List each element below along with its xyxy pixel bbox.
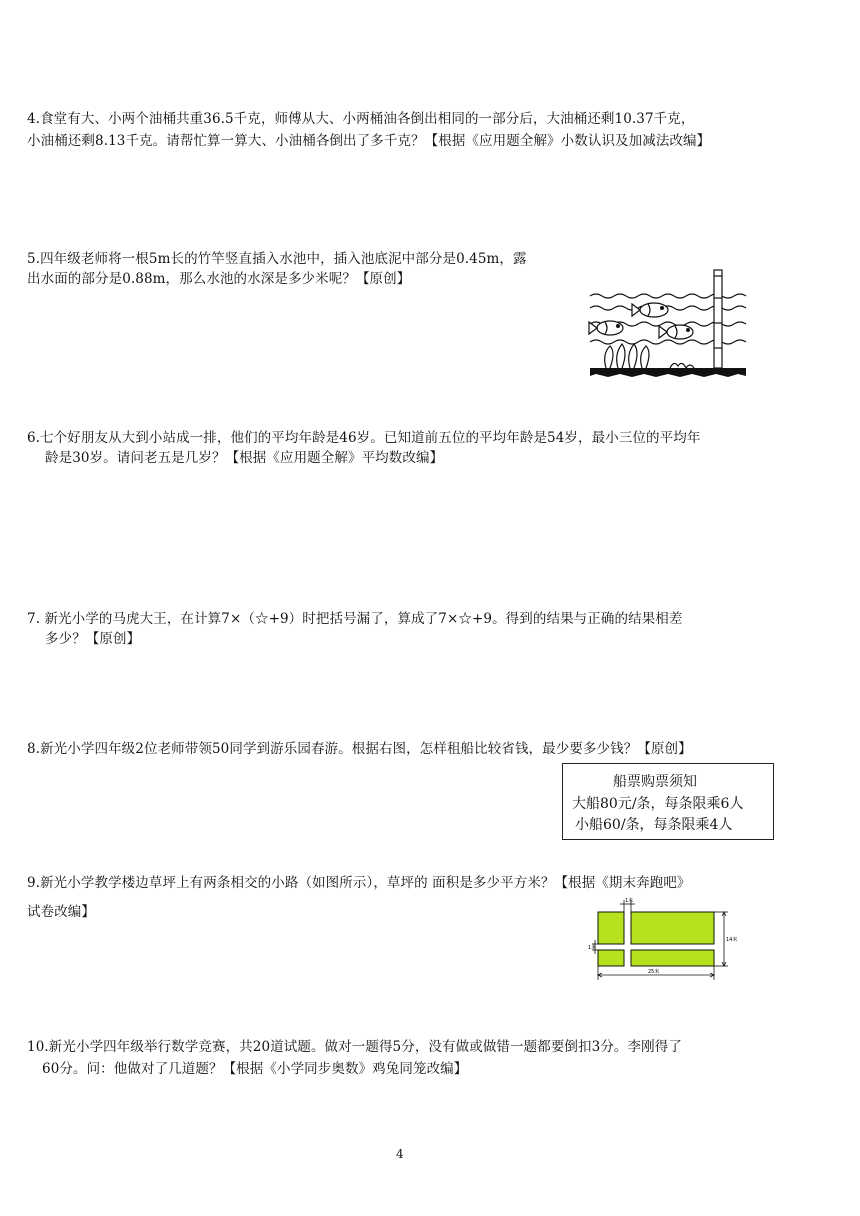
fish [632,303,668,317]
q6-line2: 龄是30岁。请问老五是几岁？【根据《应用题全解》平均数改编】 [45,450,444,466]
lawn-piece [631,950,714,966]
q9-line1: 9.新光小学教学楼边草坪上有两条相交的小路（如图所示），草坪的 面积是多少平方米？【根据《期末奔跑吧》 [27,875,691,891]
bamboo-pole [714,270,722,368]
page-number: 4 [396,1147,404,1161]
q7-line1: 7. 新光小学的马虎大王，在计算7×（☆+9）时把括号漏了，算成了7×☆+9。得到的结果与正确的结果相差 [27,611,683,627]
q6-line1: 6.七个好朋友从大到小站成一排，他们的平均年龄是46岁。已知道前五位的平均年龄是54岁，最小三位的平均年 [27,430,701,446]
fig-label-bottom: 25米 [648,969,660,975]
q9-line2: 试卷改编】 [27,904,95,920]
fig-label-left: 1米 [588,945,597,951]
q5-line2: 出水面的部分是0.88m，那么水池的水深是多少米呢？【原创】 [27,271,411,287]
q10-line2: 60分。问：他做对了几道题？【根据《小学同步奥数》鸡兔同笼改编】 [42,1061,468,1077]
q7-line2: 多少？【原创】 [45,631,141,647]
fig-label-top: 1米 [625,898,634,904]
fish [589,321,623,335]
mud-bottom [590,368,746,377]
q8-line1: 8.新光小学四年级2位老师带领50同学到游乐园春游。根据右图，怎样租船比较省钱，最少要多少钱？【原创】 [27,741,692,757]
lawn-piece [631,912,714,944]
fig-label-right: 14米 [726,937,738,943]
lawn-piece [598,912,624,944]
notice-line-small-boat: 小船60/条，每条限乘4人 [575,817,733,833]
lawn-path-figure [588,896,738,984]
boat-ticket-notice [562,763,774,840]
q5-line1: 5.四年级老师将一根5m长的竹竿竖直插入水池中，插入池底泥中部分是0.45m，露 [27,251,527,267]
lawn-piece [598,950,624,966]
notice-title: 船票购票须知 [613,774,697,790]
pond-bamboo-illustration [588,268,748,380]
notice-line-large-boat: 大船80元/条，每条限乘6人 [572,796,744,812]
seaweed [605,344,694,368]
fish [659,325,693,339]
q4-line1: 4.食堂有大、小两个油桶共重36.5千克，师傅从大、小两桶油各倒出相同的一部分后，大油桶还剩10.37千克， [27,111,695,127]
q4-line2: 小油桶还剩8.13千克。请帮忙算一算大、小油桶各倒出了多千克？【根据《应用题全解》小数认识及加减法改编】 [27,133,711,149]
q10-line1: 10.新光小学四年级举行数学竞赛，共20道试题。做对一题得5分，没有做或做错一题都要倒扣3分。李刚得了 [27,1039,682,1055]
